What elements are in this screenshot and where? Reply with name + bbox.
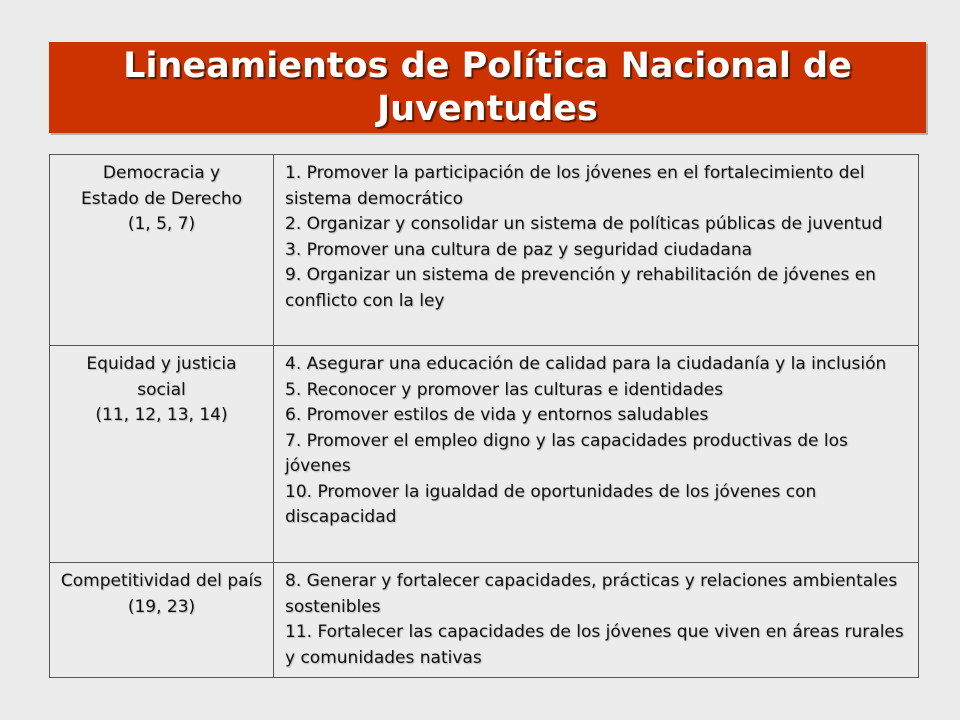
axis-refs: (19, 23) bbox=[127, 596, 196, 617]
table-row bbox=[50, 563, 919, 678]
axis-cell bbox=[50, 346, 274, 563]
items-cell bbox=[274, 155, 919, 346]
axis-cell bbox=[50, 563, 274, 678]
items-cell bbox=[274, 563, 919, 678]
slide-title: Lineamientos de Política Nacional de Juventudes bbox=[123, 45, 852, 129]
list-item: 8. Generar y fortalecer capacidades, prácticas y relaciones ambientales sostenibles bbox=[285, 571, 898, 617]
list-item: 1. Promover la participación de los jóvenes en el fortalecimiento del sistema democrático bbox=[285, 163, 865, 209]
list-item: 6. Promover estilos de vida y entornos saludables bbox=[285, 405, 709, 425]
list-item: 3. Promover una cultura de paz y seguridad ciudadana bbox=[285, 239, 753, 260]
table-row bbox=[50, 346, 919, 563]
axis-name: Equidad y justicia social bbox=[86, 354, 237, 400]
items-cell bbox=[274, 346, 919, 563]
axis-refs: (11, 12, 13, 14) bbox=[95, 405, 228, 425]
axis-name: Competitividad del país bbox=[60, 571, 263, 591]
list-item: 5. Reconocer y promover las culturas e identidades bbox=[285, 379, 724, 400]
list-item: 2. Organizar y consolidar un sistema de políticas públicas de juventud bbox=[285, 214, 883, 234]
table-row bbox=[50, 155, 919, 346]
title-banner bbox=[49, 42, 926, 133]
axis-refs: (1, 5, 7) bbox=[127, 214, 196, 234]
list-item: 7. Promover el empleo digno y las capacidades productivas de los jóvenes bbox=[285, 430, 848, 476]
policy-table bbox=[49, 154, 919, 678]
axis-name: Democracia y Estado de Derecho bbox=[80, 163, 243, 209]
list-item: 9. Organizar un sistema de prevención y rehabilitación de jóvenes en conflicto con la ley bbox=[285, 265, 876, 311]
list-item: 11. Fortalecer las capacidades de los jóvenes que viven en áreas rurales y comunidades nativas bbox=[285, 622, 904, 668]
list-item: 10. Promover la igualdad de oportunidades de los jóvenes con discapacidad bbox=[285, 481, 817, 527]
axis-cell bbox=[50, 155, 274, 346]
list-item: 4. Asegurar una educación de calidad para la ciudadanía y la inclusión bbox=[285, 354, 887, 374]
